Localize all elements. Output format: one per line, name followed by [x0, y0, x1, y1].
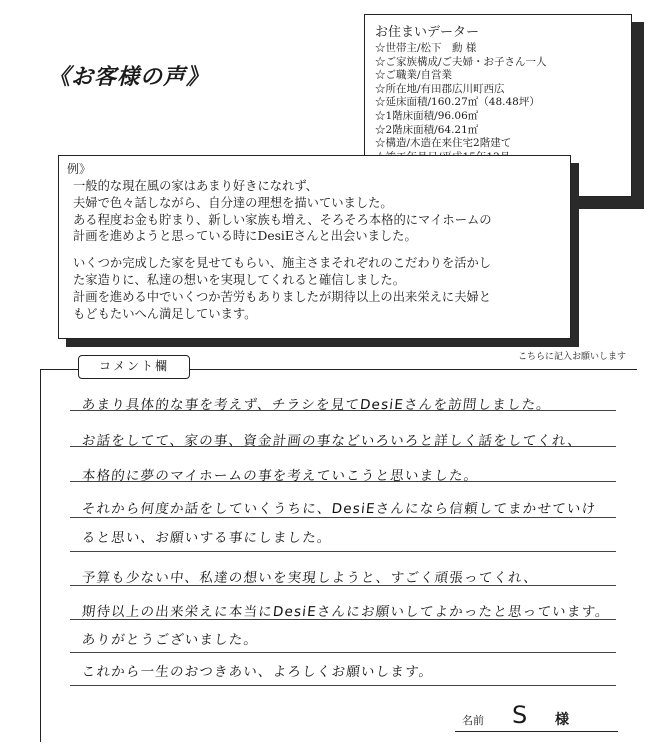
example-line: 計画を進める中でいくつか苦労もありましたが期待以上の出来栄えに夫婦と: [73, 289, 492, 304]
handwritten-comment-line: あまり具体的な事を考えず、チラシを見てDesiEさんを訪問しました。: [80, 397, 552, 413]
info-card-title: お住まいデーター: [375, 25, 480, 40]
handwritten-comment-line: 予算も少ない中、私達の想いを実現しようと、すごく頑張ってくれ、: [80, 570, 540, 586]
example-line: もどもたいへん満足しています。: [73, 306, 257, 321]
comment-frame: [40, 369, 637, 742]
handwritten-comment-line: これから一生のおつきあい、よろしくお願いします。: [80, 664, 435, 680]
example-line: ある程度お金も貯まり、新しい家族も増え、そろそろ本格的にマイホームの: [73, 212, 492, 227]
handwritten-comment-line: ると思い、お願いする事にしました。: [80, 530, 333, 546]
example-line: 一般的な現在風の家はあまり好きになれず、: [73, 179, 318, 193]
info-line-occupation: ☆ご職業/自営業: [375, 69, 453, 82]
name-value: S: [512, 701, 528, 729]
handwritten-comment-line: ありがとうございました。: [80, 632, 260, 648]
example-line: 夫婦で色々話しながら、自分達の理想を描いていました。: [73, 195, 393, 210]
comment-section-tag: コメント欄: [78, 355, 190, 379]
fill-in-request-note: こちらに記入お願いします: [517, 352, 626, 362]
example-line: た家造りに、私達の想いを実現してくれると確信しました。: [73, 272, 406, 287]
paragraph-gap: [73, 245, 562, 255]
info-line-family: ☆ご家族構成/ご夫婦・お子さん一人: [375, 55, 547, 68]
example-line: 計画を進めようと思っている時にDesiEさんと出会いました。: [73, 229, 417, 244]
info-line-location: ☆所在地/有田郡広川町西広: [375, 82, 505, 95]
info-line-structure: ☆構造/木造在来住宅2階建て: [375, 137, 512, 150]
info-line-householder: ☆世帯主/松下 勳 様: [375, 42, 477, 54]
example-line: いくつか完成した家を見せてもらい、施主さまそれぞれのこだわりを活かし: [73, 256, 492, 271]
handwritten-comment-line: 期待以上の出来栄えに本当にDesiEさんにお願いしてよかったと思っています。: [80, 604, 611, 620]
example-label: 例》: [67, 162, 92, 176]
page-title: 《お客様の声》: [48, 65, 210, 90]
info-line-total-floor-area: ☆延床面積/160.27㎡（48.48坪）: [375, 96, 540, 109]
ruled-line: [70, 685, 616, 686]
handwritten-comment-line: 本格的に夢のマイホームの事を考えていこうと思いました。: [80, 468, 480, 484]
name-label: 名前: [462, 714, 484, 727]
info-line-first-floor-area: ☆1階床面積/96.06㎡: [375, 109, 479, 122]
name-underline: [455, 731, 618, 732]
name-honorific: 様: [555, 712, 569, 728]
ruled-line: [70, 652, 616, 653]
ruled-line: [70, 551, 616, 552]
ruled-line: [70, 517, 616, 518]
info-line-second-floor-area: ☆2階床面積/64.21㎡: [375, 123, 479, 136]
handwritten-comment-line: それから何度か話をしていくうちに、DesiEさんになら信頼してまかせていけ: [80, 501, 598, 517]
handwritten-comment-line: お話をしてて、家の事、資金計画の事などいろいろと詳しく話をしてくれ、: [80, 433, 583, 449]
example-box: [58, 155, 571, 339]
